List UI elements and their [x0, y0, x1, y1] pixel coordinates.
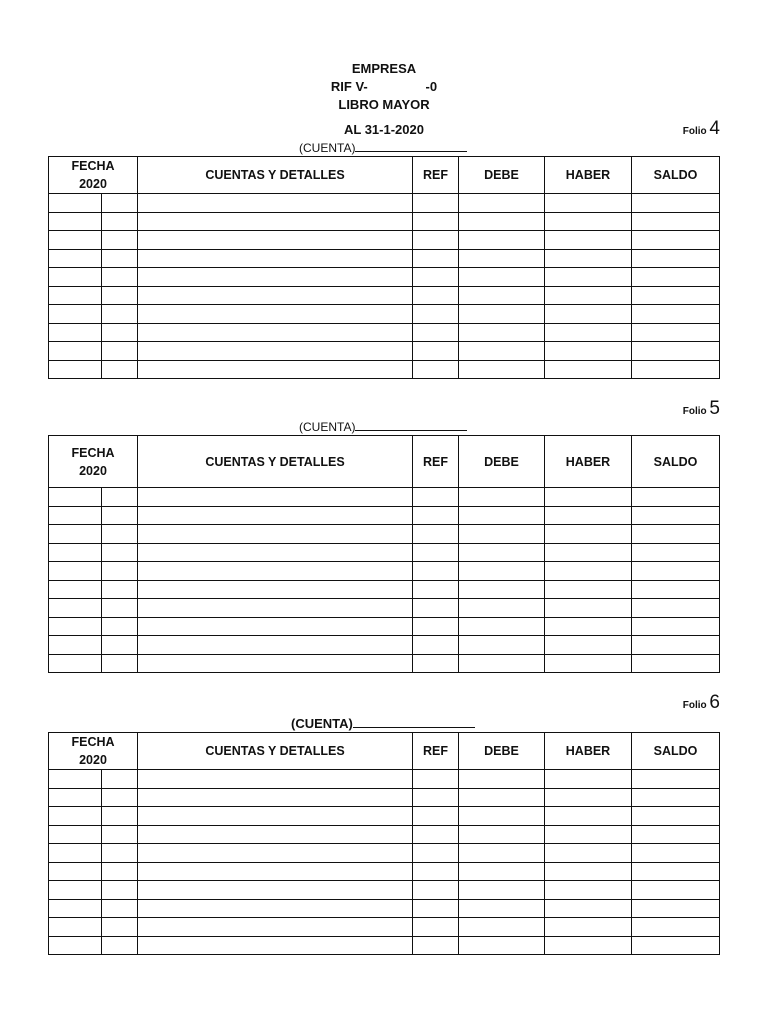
detail-cell[interactable]	[138, 654, 413, 673]
table-row	[49, 212, 720, 231]
ref-cell[interactable]	[413, 194, 459, 213]
haber-header: HABER	[545, 733, 632, 770]
haber-cell[interactable]	[545, 231, 632, 250]
debe-cell[interactable]	[459, 323, 545, 342]
saldo-cell[interactable]	[632, 918, 720, 937]
fecha-label: FECHA	[71, 735, 115, 749]
ref-cell[interactable]	[413, 525, 459, 544]
day-cell[interactable]	[49, 936, 102, 955]
ref-cell[interactable]	[413, 654, 459, 673]
debe-cell[interactable]	[459, 599, 545, 618]
day-cell[interactable]	[49, 360, 102, 379]
day-cell[interactable]	[49, 899, 102, 918]
detail-cell[interactable]	[138, 899, 413, 918]
debe-cell[interactable]	[459, 617, 545, 636]
ref-cell[interactable]	[413, 212, 459, 231]
folio-label	[683, 118, 720, 140]
table-row	[49, 268, 720, 287]
detail-cell[interactable]	[138, 918, 413, 937]
table-row	[49, 825, 720, 844]
table-row	[49, 231, 720, 250]
account-field[interactable]	[291, 716, 475, 731]
detail-cell[interactable]	[138, 249, 413, 268]
month-cell[interactable]	[102, 562, 138, 581]
detail-cell[interactable]	[138, 488, 413, 507]
debe-cell[interactable]	[459, 562, 545, 581]
detail-cell[interactable]	[138, 807, 413, 826]
haber-cell[interactable]	[545, 268, 632, 287]
detail-cell[interactable]	[138, 506, 413, 525]
ledger-body	[49, 488, 720, 673]
saldo-cell[interactable]	[632, 268, 720, 287]
debe-cell[interactable]	[459, 654, 545, 673]
haber-cell[interactable]	[545, 543, 632, 562]
debe-cell[interactable]	[459, 488, 545, 507]
month-cell[interactable]	[102, 488, 138, 507]
debe-cell[interactable]	[459, 305, 545, 324]
ref-header: REF	[413, 733, 459, 770]
ref-cell[interactable]	[413, 543, 459, 562]
month-cell[interactable]	[102, 342, 138, 361]
detail-cell[interactable]	[138, 360, 413, 379]
ledger-table	[48, 732, 720, 955]
saldo-cell[interactable]	[632, 543, 720, 562]
ref-cell[interactable]	[413, 268, 459, 287]
folio-label	[683, 398, 720, 420]
month-cell[interactable]	[102, 212, 138, 231]
ref-header: REF	[413, 436, 459, 488]
account-label: (CUENTA)	[299, 420, 356, 434]
saldo-cell[interactable]	[632, 580, 720, 599]
debe-cell[interactable]	[459, 636, 545, 655]
haber-cell[interactable]	[545, 562, 632, 581]
ref-cell[interactable]	[413, 286, 459, 305]
month-cell[interactable]	[102, 918, 138, 937]
day-cell[interactable]	[49, 212, 102, 231]
rif-line: RIF V- -0	[330, 79, 438, 94]
month-cell[interactable]	[102, 654, 138, 673]
haber-header: HABER	[545, 436, 632, 488]
ref-cell[interactable]	[413, 599, 459, 618]
table-row	[49, 881, 720, 900]
detail-cell[interactable]	[138, 525, 413, 544]
haber-cell[interactable]	[545, 881, 632, 900]
ref-header: REF	[413, 157, 459, 194]
haber-cell[interactable]	[545, 654, 632, 673]
table-row	[49, 249, 720, 268]
ref-cell[interactable]	[413, 636, 459, 655]
table-row	[49, 654, 720, 673]
detail-cell[interactable]	[138, 580, 413, 599]
fecha-header	[49, 733, 138, 770]
saldo-cell[interactable]	[632, 770, 720, 789]
table-row	[49, 342, 720, 361]
account-field[interactable]	[299, 141, 467, 155]
month-cell[interactable]	[102, 525, 138, 544]
saldo-cell[interactable]	[632, 194, 720, 213]
debe-cell[interactable]	[459, 936, 545, 955]
folio-number: 5	[709, 398, 720, 419]
debe-cell[interactable]	[459, 788, 545, 807]
day-cell[interactable]	[49, 825, 102, 844]
debe-cell[interactable]	[459, 899, 545, 918]
month-cell[interactable]	[102, 599, 138, 618]
detail-cell[interactable]	[138, 862, 413, 881]
debe-cell[interactable]	[459, 580, 545, 599]
debe-cell[interactable]	[459, 825, 545, 844]
saldo-cell[interactable]	[632, 617, 720, 636]
saldo-cell[interactable]	[632, 525, 720, 544]
day-cell[interactable]	[49, 654, 102, 673]
ref-cell[interactable]	[413, 305, 459, 324]
day-cell[interactable]	[49, 525, 102, 544]
ref-cell[interactable]	[413, 562, 459, 581]
month-cell[interactable]	[102, 543, 138, 562]
ref-cell[interactable]	[413, 506, 459, 525]
detail-cell[interactable]	[138, 617, 413, 636]
period-date: AL 31-1-2020	[344, 122, 424, 137]
cuentas-header: CUENTAS Y DETALLES	[138, 436, 413, 488]
detail-cell[interactable]	[138, 881, 413, 900]
ledger-table	[48, 435, 720, 673]
haber-cell[interactable]	[545, 617, 632, 636]
month-cell[interactable]	[102, 580, 138, 599]
folio-text: Folio	[682, 406, 707, 417]
month-cell[interactable]	[102, 770, 138, 789]
table-row	[49, 844, 720, 863]
saldo-cell[interactable]	[632, 899, 720, 918]
saldo-cell[interactable]	[632, 654, 720, 673]
table-row	[49, 305, 720, 324]
ref-cell[interactable]	[413, 788, 459, 807]
haber-cell[interactable]	[545, 580, 632, 599]
saldo-cell[interactable]	[632, 212, 720, 231]
book-title: LIBRO MAYOR	[338, 97, 430, 112]
detail-cell[interactable]	[138, 286, 413, 305]
cuentas-header: CUENTAS Y DETALLES	[138, 733, 413, 770]
day-cell[interactable]	[49, 599, 102, 618]
fecha-label: FECHA	[71, 445, 115, 460]
month-cell[interactable]	[102, 807, 138, 826]
fecha-header	[49, 436, 138, 488]
saldo-cell[interactable]	[632, 881, 720, 900]
debe-header: DEBE	[459, 157, 545, 194]
account-line[interactable]	[355, 141, 467, 152]
day-cell[interactable]	[49, 636, 102, 655]
month-cell[interactable]	[102, 268, 138, 287]
saldo-cell[interactable]	[632, 488, 720, 507]
ref-cell[interactable]	[413, 231, 459, 250]
fecha-header	[49, 157, 138, 194]
day-cell[interactable]	[49, 249, 102, 268]
month-cell[interactable]	[102, 506, 138, 525]
month-cell[interactable]	[102, 323, 138, 342]
day-cell[interactable]	[49, 617, 102, 636]
table-row	[49, 788, 720, 807]
debe-cell[interactable]	[459, 881, 545, 900]
haber-cell[interactable]	[545, 249, 632, 268]
haber-cell[interactable]	[545, 770, 632, 789]
haber-cell[interactable]	[545, 599, 632, 618]
ref-cell[interactable]	[413, 844, 459, 863]
haber-cell[interactable]	[545, 788, 632, 807]
table-row	[49, 323, 720, 342]
day-cell[interactable]	[49, 918, 102, 937]
saldo-cell[interactable]	[632, 286, 720, 305]
detail-cell[interactable]	[138, 770, 413, 789]
month-cell[interactable]	[102, 249, 138, 268]
detail-cell[interactable]	[138, 212, 413, 231]
debe-cell[interactable]	[459, 543, 545, 562]
haber-cell[interactable]	[545, 862, 632, 881]
folio-text: Folio	[682, 126, 707, 137]
month-cell[interactable]	[102, 194, 138, 213]
haber-cell[interactable]	[545, 918, 632, 937]
ref-cell[interactable]	[413, 918, 459, 937]
month-cell[interactable]	[102, 360, 138, 379]
debe-cell[interactable]	[459, 525, 545, 544]
day-cell[interactable]	[49, 788, 102, 807]
fecha-year: 2020	[79, 463, 107, 478]
ledger-body	[49, 770, 720, 955]
table-row	[49, 617, 720, 636]
debe-cell[interactable]	[459, 807, 545, 826]
saldo-cell[interactable]	[632, 825, 720, 844]
detail-cell[interactable]	[138, 936, 413, 955]
debe-cell[interactable]	[459, 862, 545, 881]
ref-cell[interactable]	[413, 342, 459, 361]
detail-cell[interactable]	[138, 825, 413, 844]
table-row	[49, 286, 720, 305]
saldo-header: SALDO	[632, 436, 720, 488]
haber-cell[interactable]	[545, 525, 632, 544]
ledger-body	[49, 194, 720, 379]
debe-header: DEBE	[459, 436, 545, 488]
table-row	[49, 770, 720, 789]
saldo-cell[interactable]	[632, 844, 720, 863]
detail-cell[interactable]	[138, 305, 413, 324]
ref-cell[interactable]	[413, 807, 459, 826]
day-cell[interactable]	[49, 488, 102, 507]
table-row	[49, 636, 720, 655]
debe-cell[interactable]	[459, 770, 545, 789]
haber-cell[interactable]	[545, 212, 632, 231]
haber-cell[interactable]	[545, 636, 632, 655]
month-cell[interactable]	[102, 899, 138, 918]
account-field[interactable]	[299, 420, 467, 434]
day-cell[interactable]	[49, 286, 102, 305]
detail-cell[interactable]	[138, 194, 413, 213]
table-row	[49, 562, 720, 581]
saldo-cell[interactable]	[632, 562, 720, 581]
saldo-cell[interactable]	[632, 305, 720, 324]
saldo-cell[interactable]	[632, 599, 720, 618]
day-cell[interactable]	[49, 342, 102, 361]
haber-cell[interactable]	[545, 899, 632, 918]
account-label: (CUENTA)	[291, 716, 353, 731]
ref-cell[interactable]	[413, 323, 459, 342]
table-row	[49, 899, 720, 918]
detail-cell[interactable]	[138, 599, 413, 618]
saldo-cell[interactable]	[632, 788, 720, 807]
day-cell[interactable]	[49, 881, 102, 900]
saldo-cell[interactable]	[632, 636, 720, 655]
ref-cell[interactable]	[413, 862, 459, 881]
haber-cell[interactable]	[545, 488, 632, 507]
table-row	[49, 862, 720, 881]
account-line[interactable]	[355, 420, 467, 431]
folio-number: 4	[709, 118, 720, 139]
saldo-cell[interactable]	[632, 323, 720, 342]
saldo-cell[interactable]	[632, 936, 720, 955]
fecha-year: 2020	[79, 753, 107, 767]
day-cell[interactable]	[49, 580, 102, 599]
table-row	[49, 506, 720, 525]
saldo-cell[interactable]	[632, 249, 720, 268]
debe-cell[interactable]	[459, 844, 545, 863]
debe-cell[interactable]	[459, 194, 545, 213]
debe-cell[interactable]	[459, 268, 545, 287]
debe-cell[interactable]	[459, 342, 545, 361]
ref-cell[interactable]	[413, 770, 459, 789]
month-cell[interactable]	[102, 286, 138, 305]
month-cell[interactable]	[102, 936, 138, 955]
table-row	[49, 194, 720, 213]
ref-cell[interactable]	[413, 249, 459, 268]
day-cell[interactable]	[49, 194, 102, 213]
haber-cell[interactable]	[545, 305, 632, 324]
table-row	[49, 807, 720, 826]
table-row	[49, 936, 720, 955]
fecha-year: 2020	[79, 177, 107, 191]
day-cell[interactable]	[49, 770, 102, 789]
table-row	[49, 580, 720, 599]
month-cell[interactable]	[102, 231, 138, 250]
cuentas-header: CUENTAS Y DETALLES	[138, 157, 413, 194]
haber-cell[interactable]	[545, 286, 632, 305]
account-line[interactable]	[353, 717, 475, 728]
ref-cell[interactable]	[413, 617, 459, 636]
haber-cell[interactable]	[545, 360, 632, 379]
ref-cell[interactable]	[413, 899, 459, 918]
haber-cell[interactable]	[545, 342, 632, 361]
debe-cell[interactable]	[459, 506, 545, 525]
debe-cell[interactable]	[459, 918, 545, 937]
saldo-header: SALDO	[632, 733, 720, 770]
haber-cell[interactable]	[545, 844, 632, 863]
day-cell[interactable]	[49, 231, 102, 250]
ref-cell[interactable]	[413, 825, 459, 844]
detail-cell[interactable]	[138, 844, 413, 863]
saldo-cell[interactable]	[632, 360, 720, 379]
table-row	[49, 543, 720, 562]
debe-cell[interactable]	[459, 360, 545, 379]
day-cell[interactable]	[49, 305, 102, 324]
day-cell[interactable]	[49, 323, 102, 342]
detail-cell[interactable]	[138, 268, 413, 287]
table-row	[49, 360, 720, 379]
detail-cell[interactable]	[138, 342, 413, 361]
month-cell[interactable]	[102, 636, 138, 655]
fecha-label: FECHA	[71, 159, 115, 173]
detail-cell[interactable]	[138, 636, 413, 655]
table-row	[49, 599, 720, 618]
table-row	[49, 488, 720, 507]
haber-cell[interactable]	[545, 506, 632, 525]
day-cell[interactable]	[49, 807, 102, 826]
detail-cell[interactable]	[138, 562, 413, 581]
folio-number: 6	[709, 692, 720, 713]
haber-cell[interactable]	[545, 825, 632, 844]
day-cell[interactable]	[49, 562, 102, 581]
month-cell[interactable]	[102, 844, 138, 863]
month-cell[interactable]	[102, 305, 138, 324]
day-cell[interactable]	[49, 862, 102, 881]
month-cell[interactable]	[102, 825, 138, 844]
saldo-cell[interactable]	[632, 807, 720, 826]
month-cell[interactable]	[102, 862, 138, 881]
saldo-cell[interactable]	[632, 231, 720, 250]
detail-cell[interactable]	[138, 543, 413, 562]
ref-cell[interactable]	[413, 936, 459, 955]
day-cell[interactable]	[49, 543, 102, 562]
detail-cell[interactable]	[138, 231, 413, 250]
account-label: (CUENTA)	[299, 141, 356, 155]
table-row	[49, 918, 720, 937]
debe-cell[interactable]	[459, 286, 545, 305]
saldo-cell[interactable]	[632, 506, 720, 525]
folio-text: Folio	[682, 700, 707, 711]
ledger-table	[48, 156, 720, 379]
ref-cell[interactable]	[413, 488, 459, 507]
day-cell[interactable]	[49, 506, 102, 525]
table-row	[49, 525, 720, 544]
detail-cell[interactable]	[138, 323, 413, 342]
month-cell[interactable]	[102, 788, 138, 807]
debe-header: DEBE	[459, 733, 545, 770]
saldo-cell[interactable]	[632, 862, 720, 881]
haber-cell[interactable]	[545, 807, 632, 826]
company-name: EMPRESA	[351, 61, 417, 76]
month-cell[interactable]	[102, 881, 138, 900]
haber-header: HABER	[545, 157, 632, 194]
ref-cell[interactable]	[413, 360, 459, 379]
debe-cell[interactable]	[459, 249, 545, 268]
debe-cell[interactable]	[459, 212, 545, 231]
day-cell[interactable]	[49, 844, 102, 863]
ref-cell[interactable]	[413, 881, 459, 900]
haber-cell[interactable]	[545, 936, 632, 955]
saldo-cell[interactable]	[632, 342, 720, 361]
detail-cell[interactable]	[138, 788, 413, 807]
ref-cell[interactable]	[413, 580, 459, 599]
folio-label	[683, 692, 720, 714]
saldo-header: SALDO	[632, 157, 720, 194]
haber-cell[interactable]	[545, 194, 632, 213]
debe-cell[interactable]	[459, 231, 545, 250]
month-cell[interactable]	[102, 617, 138, 636]
haber-cell[interactable]	[545, 323, 632, 342]
day-cell[interactable]	[49, 268, 102, 287]
